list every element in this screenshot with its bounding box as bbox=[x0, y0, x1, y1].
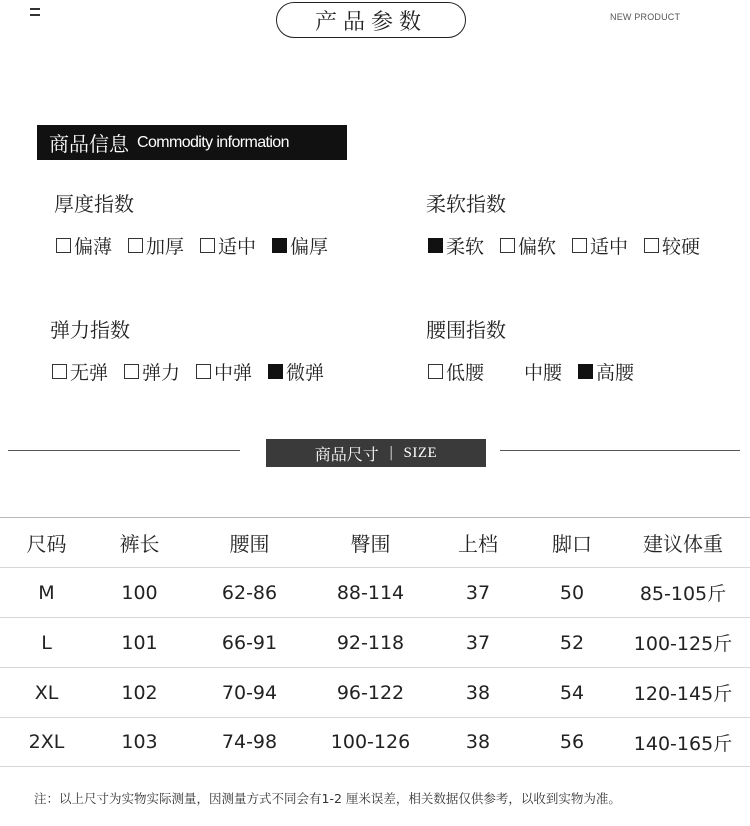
table-cell: 38 bbox=[465, 731, 491, 753]
table-cell: 85-105斤 bbox=[639, 583, 727, 605]
table-cell: L bbox=[41, 631, 52, 654]
table-cell: 103 bbox=[121, 731, 158, 753]
table-cell: 92-118 bbox=[336, 631, 405, 654]
waist-option-mid[interactable]: 中腰 bbox=[524, 362, 563, 384]
softness-option-softish[interactable]: 偏软 bbox=[500, 232, 556, 259]
elasticity-options bbox=[52, 358, 340, 385]
checkbox-icon bbox=[200, 238, 215, 253]
softness-title: 柔软指数 bbox=[426, 192, 506, 216]
checkbox-icon bbox=[196, 364, 211, 379]
table-cell: 38 bbox=[465, 681, 491, 704]
checkbox-icon bbox=[56, 238, 71, 253]
thickness-option-moderate[interactable]: 适中 bbox=[200, 232, 256, 259]
elasticity-option-slight[interactable]: 微弹 bbox=[268, 358, 324, 385]
checked-box-icon bbox=[268, 364, 283, 379]
divider-line-right bbox=[500, 450, 740, 451]
menu-icon[interactable] bbox=[30, 8, 42, 20]
header-rise: 上档 bbox=[458, 532, 498, 556]
header-length: 裤长 bbox=[119, 532, 160, 556]
table-cell: 70-94 bbox=[221, 681, 278, 704]
divider-line-left bbox=[8, 450, 240, 451]
header-waist: 腰围 bbox=[229, 532, 270, 556]
softness-option-soft[interactable]: 柔软 bbox=[428, 232, 484, 259]
size-banner-separator: | bbox=[388, 445, 394, 461]
thickness-title: 厚度指数 bbox=[54, 192, 134, 216]
table-cell: 74-98 bbox=[221, 731, 278, 753]
checkbox-icon bbox=[500, 238, 515, 253]
page-title: 产品参数 bbox=[276, 2, 466, 38]
checked-box-icon bbox=[272, 238, 287, 253]
header-weight: 建议体重 bbox=[643, 532, 723, 556]
table-cell: 100-126 bbox=[330, 731, 411, 753]
table-cell: 56 bbox=[559, 731, 585, 753]
waist-title: 腰围指数 bbox=[426, 318, 506, 342]
size-banner-title-en: SIZE bbox=[403, 444, 438, 461]
table-cell: XL bbox=[34, 681, 59, 704]
checkbox-icon bbox=[428, 364, 443, 379]
thickness-options bbox=[56, 232, 344, 259]
table-cell: 88-114 bbox=[336, 581, 405, 604]
table-row bbox=[0, 717, 750, 767]
table-row bbox=[0, 567, 750, 617]
table-cell: 102 bbox=[121, 681, 158, 704]
table-cell: 54 bbox=[559, 681, 585, 704]
header-tag: NEW PRODUCT bbox=[610, 12, 681, 22]
size-banner-title-cn: 商品尺寸 bbox=[314, 444, 379, 464]
table-cell: M bbox=[38, 581, 55, 604]
commodity-info-banner bbox=[37, 125, 347, 160]
elasticity-option-none[interactable]: 无弹 bbox=[52, 358, 108, 385]
table-row bbox=[0, 667, 750, 717]
measurement-note: 注：以上尺寸为实物实际测量，因测量方式不同会有1-2 厘米误差，相关数据仅供参考，以收到实物为准。 bbox=[34, 791, 621, 806]
checkbox-icon bbox=[52, 364, 67, 379]
size-banner bbox=[266, 439, 486, 467]
table-cell: 140-165斤 bbox=[633, 732, 733, 755]
header-hem: 脚口 bbox=[552, 532, 592, 556]
checkbox-icon bbox=[124, 364, 139, 379]
checkbox-icon bbox=[572, 238, 587, 253]
table-cell: 101 bbox=[121, 631, 158, 654]
table-cell: 37 bbox=[465, 581, 491, 604]
checked-box-icon bbox=[428, 238, 443, 253]
elasticity-option-medium[interactable]: 中弹 bbox=[196, 358, 252, 385]
header-hip: 臀围 bbox=[350, 532, 391, 556]
size-table-header bbox=[0, 517, 750, 567]
thickness-option-thick[interactable]: 偏厚 bbox=[272, 232, 328, 259]
softness-option-moderate[interactable]: 适中 bbox=[572, 232, 628, 259]
size-table bbox=[0, 517, 750, 767]
table-cell: 120-145斤 bbox=[633, 683, 733, 705]
softness-option-hard[interactable]: 较硬 bbox=[644, 232, 700, 259]
table-cell: 50 bbox=[559, 581, 585, 604]
table-cell: 100-125斤 bbox=[633, 633, 733, 655]
elasticity-title: 弹力指数 bbox=[50, 318, 130, 342]
table-row bbox=[0, 617, 750, 667]
waist-options bbox=[428, 358, 650, 385]
table-cell: 52 bbox=[559, 631, 585, 654]
table-cell: 62-86 bbox=[221, 581, 278, 604]
waist-option-low[interactable]: 低腰 bbox=[428, 358, 484, 385]
thickness-option-thickened[interactable]: 加厚 bbox=[128, 232, 184, 259]
thickness-option-thin[interactable]: 偏薄 bbox=[56, 232, 112, 259]
header-size: 尺码 bbox=[26, 532, 67, 556]
waist-option-high[interactable]: 高腰 bbox=[578, 358, 634, 385]
table-cell: 2XL bbox=[28, 731, 65, 753]
table-cell: 100 bbox=[121, 581, 158, 604]
checkbox-icon bbox=[644, 238, 659, 253]
table-cell: 66-91 bbox=[221, 631, 278, 654]
softness-options bbox=[428, 232, 700, 259]
checked-box-icon bbox=[578, 364, 593, 379]
banner-title-cn: 商品信息 bbox=[49, 132, 129, 156]
table-cell: 37 bbox=[465, 631, 491, 654]
table-cell: 96-122 bbox=[336, 681, 405, 704]
checkbox-icon bbox=[128, 238, 143, 253]
elasticity-option-elastic[interactable]: 弹力 bbox=[124, 358, 180, 385]
banner-title-en: Commodity information bbox=[137, 133, 289, 151]
